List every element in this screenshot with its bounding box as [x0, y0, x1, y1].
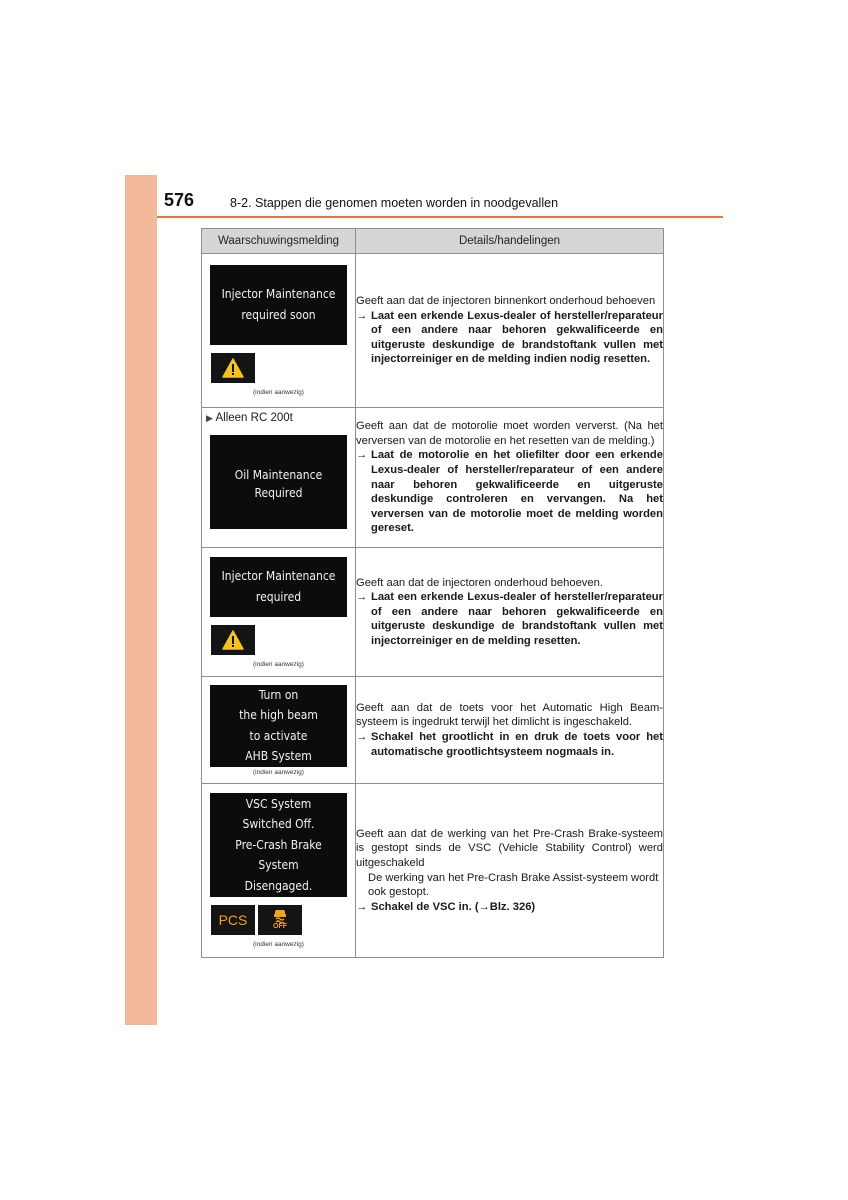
- action-item: [356, 900, 663, 915]
- section-title: 8-2. Stappen die genomen moeten worden in noodgevallen: [230, 196, 559, 210]
- screen-line: VSC System: [245, 796, 312, 811]
- details-cell: [356, 408, 664, 548]
- message-cell: [202, 254, 356, 408]
- description-text: Geeft aan dat de injectoren binnenkort onderhoud behoeven: [356, 295, 656, 308]
- page-number: 576: [164, 190, 195, 210]
- table-row: [202, 784, 664, 958]
- availability-note: (indien aanwezig): [253, 389, 304, 396]
- description-text: Geeft aan dat de injectoren onderhoud behoeven.: [356, 576, 603, 589]
- message-cell: [202, 784, 356, 958]
- availability-note: (indien aanwezig): [253, 768, 304, 776]
- screen-line: Injector Maintenance: [221, 287, 336, 301]
- table-row: [202, 254, 664, 408]
- skid-car-icon: [272, 909, 288, 923]
- details-cell: [356, 784, 664, 958]
- action-item: [356, 309, 663, 367]
- indicator-icons: [211, 905, 355, 935]
- description-text: Geeft aan dat de werking van het Pre-Crash Brake-systeem is gestopt sinds de VSC (Vehicle Stability Control) werd uitgeschakeld: [356, 827, 663, 869]
- pcs-warning-icon: PCS: [211, 905, 255, 935]
- details-cell: [356, 548, 664, 677]
- display-screen: [210, 557, 347, 617]
- display-screen: [210, 685, 347, 767]
- col-header-message: Waarschuwingsmelding: [202, 229, 356, 254]
- header-rule: [157, 216, 723, 218]
- action-item: [356, 448, 663, 536]
- screen-line: required soon: [241, 308, 316, 322]
- screen-line: Required: [254, 485, 303, 500]
- screen-line: Injector Maintenance: [221, 568, 336, 583]
- screen-line: AHB System: [245, 749, 312, 763]
- bullet-icon: ▶: [206, 413, 213, 423]
- col-header-details: Details/handelingen: [356, 229, 664, 254]
- screen-line: System: [258, 858, 299, 873]
- table-row: [202, 408, 664, 548]
- warning-triangle-icon: [211, 625, 255, 655]
- arrow-icon: →: [356, 449, 368, 462]
- action-text: Laat de motorolie en het oliefilter door een erkende Lexus-dealer of hersteller/reparateur of een andere naar behoren gekwalificeerde en uitgeruste deskundige controleren en vervangen. Na het verversen van de motorolie moet de melding worden gereset.: [371, 449, 663, 535]
- vsc-off-icon: [258, 905, 302, 935]
- screen-line: the high beam: [239, 708, 318, 722]
- display-screen: [210, 435, 347, 529]
- screen-line: Oil Maintenance: [234, 467, 323, 482]
- table-row: [202, 677, 664, 784]
- availability-note: (indien aanwezig): [253, 941, 304, 948]
- availability-note: (indien aanwezig): [253, 660, 304, 668]
- details-cell: [356, 677, 664, 784]
- action-text: Schakel het grootlicht in en druk de toets voor het automatische grootlichtsysteem nogmaals in.: [371, 731, 663, 758]
- warning-message-table: [201, 228, 664, 958]
- extra-note: De werking van het Pre-Crash Brake Assist-systeem wordt ook gestopt.: [368, 871, 659, 899]
- description-text: Geeft aan dat de toets voor het Automatic High Beam-systeem is ingedrukt terwijl het dimlicht is ingeschakeld.: [356, 701, 663, 729]
- screen-line: required: [255, 589, 302, 604]
- screen-line: to activate: [249, 728, 308, 743]
- screen-line: Disengaged.: [244, 878, 313, 893]
- action-text: Laat een erkende Lexus-dealer of hersteller/reparateur of een andere naar behoren gekwalificeerde en uitgeruste deskundige de brandstoftank vullen met injectorreiniger en de melding resetten.: [371, 591, 663, 647]
- table-header-row: [202, 229, 664, 254]
- table-row: [202, 548, 664, 677]
- action-item: [356, 730, 663, 759]
- display-screen: [210, 265, 347, 345]
- action-text: Schakel de VSC in. (→Blz. 326): [371, 900, 536, 913]
- model-note: [202, 408, 355, 424]
- arrow-icon: →: [356, 731, 368, 743]
- details-cell: [356, 254, 664, 408]
- screen-line: Turn on: [258, 687, 299, 702]
- screen-line: Switched Off.: [242, 817, 315, 832]
- warning-triangle-icon: [211, 353, 255, 383]
- chapter-side-band: [125, 175, 157, 1025]
- action-text: Laat een erkende Lexus-dealer of hersteller/reparateur of een andere naar behoren gekwalificeerde en uitgeruste deskundige de brandstoftank vullen met injectorreiniger en de melding indien nodig resetten.: [371, 309, 663, 366]
- arrow-icon: →: [356, 900, 368, 913]
- screen-line: Pre-Crash Brake: [235, 837, 322, 852]
- message-cell: [202, 408, 356, 548]
- off-label: OFF: [273, 923, 287, 930]
- arrow-icon: →: [356, 309, 368, 322]
- model-note-text: Alleen RC 200t: [215, 412, 293, 424]
- display-screen: [210, 793, 347, 897]
- message-cell: [202, 548, 356, 677]
- arrow-icon: →: [356, 591, 368, 604]
- description-text: Geeft aan dat de motorolie moet worden ververst. (Na het verversen van de motorolie en het resetten van de melding.): [356, 420, 663, 447]
- message-cell: [202, 677, 356, 784]
- action-item: [356, 590, 663, 648]
